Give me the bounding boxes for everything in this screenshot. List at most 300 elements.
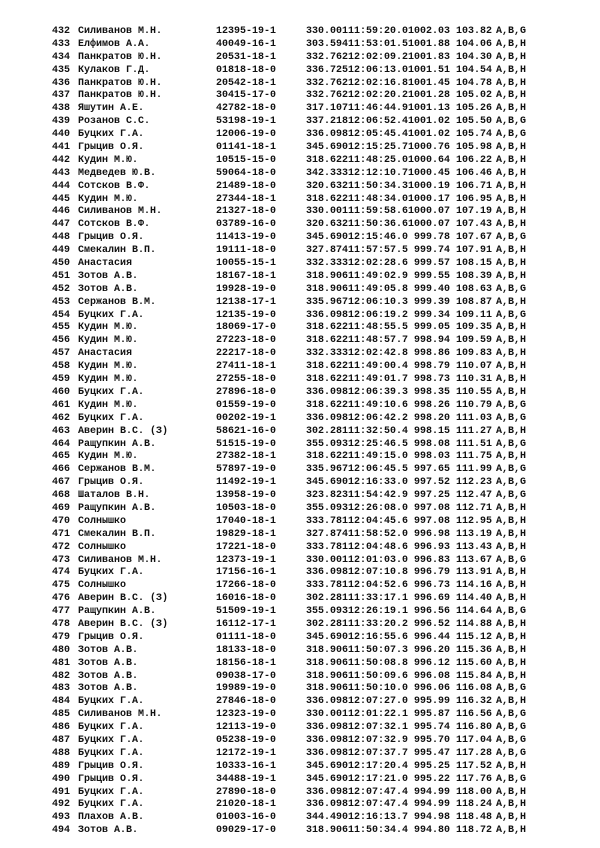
arrival-time: 12:16:33.0 xyxy=(348,477,409,489)
arrival-time: 12:17:21.0 xyxy=(348,773,409,785)
coefficient: 104.06 xyxy=(455,38,492,50)
speed: 997.65 xyxy=(413,464,450,476)
distance: 327.874 xyxy=(305,245,348,257)
arrival-time: 12:07:47.4 xyxy=(348,799,409,811)
category-codes: A,B,H xyxy=(496,335,527,347)
category-codes: A,B,H xyxy=(496,386,527,398)
ring-number: 12006-19-0 xyxy=(216,129,277,141)
distance: 318.622 xyxy=(305,399,348,411)
speed: 998.79 xyxy=(413,361,450,373)
table-row xyxy=(52,774,546,787)
row-number: 468 xyxy=(52,490,71,502)
arrival-time: 12:05:45.4 xyxy=(348,129,409,141)
category-codes: A,B,H xyxy=(496,206,527,218)
arrival-time: 12:04:52.6 xyxy=(348,580,409,592)
coefficient: 107.67 xyxy=(455,232,492,244)
participant-name: Сотсков В.Ф. xyxy=(78,180,151,192)
table-row xyxy=(52,271,546,284)
table-row xyxy=(52,65,546,78)
participant-name: Смекалин В.П. xyxy=(78,528,157,540)
participant-name: Плахов А.В. xyxy=(78,812,145,824)
coefficient: 112.23 xyxy=(455,477,492,489)
speed: 1000.19 xyxy=(408,180,451,192)
category-codes: A,B,G xyxy=(496,606,527,618)
distance: 327.874 xyxy=(305,528,348,540)
ring-number: 51509-19-1 xyxy=(216,606,277,618)
coefficient: 111.75 xyxy=(455,451,492,463)
distance: 330.001 xyxy=(305,206,348,218)
category-codes: A,B,H xyxy=(496,799,527,811)
participant-name: Ращупкин А.В. xyxy=(78,606,157,618)
row-number: 478 xyxy=(52,618,71,630)
row-number: 479 xyxy=(52,631,71,643)
ring-number: 05238-19-0 xyxy=(216,734,277,746)
ring-number: 12395-19-1 xyxy=(216,26,277,37)
distance: 336.098 xyxy=(305,747,348,759)
coefficient: 114.88 xyxy=(455,618,492,630)
row-number: 436 xyxy=(52,77,71,89)
ring-number: 53198-19-1 xyxy=(216,116,277,128)
participant-name: Кудин М.Ю. xyxy=(78,399,139,411)
category-codes: A,B,G xyxy=(496,438,527,450)
row-number: 493 xyxy=(52,812,71,824)
distance: 320.632 xyxy=(305,180,348,192)
coefficient: 115.84 xyxy=(455,670,492,682)
ring-number: 19829-18-1 xyxy=(216,528,277,540)
coefficient: 108.63 xyxy=(455,283,492,295)
arrival-time: 11:49:01.7 xyxy=(348,374,409,386)
coefficient: 117.04 xyxy=(455,734,492,746)
participant-name: Буцких Г.А. xyxy=(78,309,145,321)
ring-number: 57897-19-0 xyxy=(216,464,277,476)
speed: 999.74 xyxy=(413,245,450,257)
participant-name: Сержанов В.М. xyxy=(78,296,157,308)
participant-name: Смекалин В.П. xyxy=(78,245,157,257)
ring-number: 58621-16-0 xyxy=(216,425,277,437)
distance: 318.622 xyxy=(305,451,348,463)
arrival-time: 12:06:45.5 xyxy=(348,464,409,476)
category-codes: A,B,H xyxy=(496,528,527,540)
speed: 996.79 xyxy=(413,567,450,579)
arrival-time: 11:49:05.8 xyxy=(348,283,409,295)
arrival-time: 11:46:44.9 xyxy=(348,103,409,115)
coefficient: 113.43 xyxy=(455,541,492,553)
row-number: 444 xyxy=(52,180,71,192)
participant-name: Буцких Г.А. xyxy=(78,696,145,708)
speed: 996.12 xyxy=(413,657,450,669)
arrival-time: 12:01:22.1 xyxy=(348,709,409,721)
participant-name: Яшутин А.Е. xyxy=(78,103,145,115)
arrival-time: 12:02:09.2 xyxy=(348,51,409,63)
distance: 337.218 xyxy=(305,116,348,128)
participant-name: Грыцив О.Я. xyxy=(78,142,145,154)
coefficient: 117.52 xyxy=(455,760,492,772)
arrival-time: 12:06:19.2 xyxy=(348,309,409,321)
table-row xyxy=(52,748,546,761)
participant-name: Кудин М.Ю. xyxy=(78,193,139,205)
ring-number: 09038-17-0 xyxy=(216,670,277,682)
row-number: 483 xyxy=(52,683,71,695)
speed: 998.94 xyxy=(413,335,450,347)
coefficient: 107.19 xyxy=(455,206,492,218)
arrival-time: 11:57:57.5 xyxy=(348,245,409,257)
arrival-time: 11:48:57.7 xyxy=(348,335,409,347)
table-row xyxy=(52,593,546,606)
speed: 1001.02 xyxy=(408,116,451,128)
distance: 318.622 xyxy=(305,154,348,166)
distance: 336.098 xyxy=(305,722,348,734)
category-codes: A,B,G xyxy=(496,26,527,37)
participant-name: Буцких Г.А. xyxy=(78,747,145,759)
coefficient: 115.12 xyxy=(455,631,492,643)
speed: 997.25 xyxy=(413,490,450,502)
table-row xyxy=(52,181,546,194)
ring-number: 27411-18-1 xyxy=(216,361,277,373)
participant-name: Зотов А.В. xyxy=(78,825,139,837)
row-number: 470 xyxy=(52,515,71,527)
row-number: 494 xyxy=(52,825,71,837)
table-row xyxy=(52,245,546,258)
arrival-time: 12:07:47.4 xyxy=(348,786,409,798)
coefficient: 110.31 xyxy=(455,374,492,386)
arrival-time: 11:49:15.0 xyxy=(348,451,409,463)
distance: 323.823 xyxy=(305,490,348,502)
distance: 335.967 xyxy=(305,296,348,308)
participant-name: Кулаков Г.Д. xyxy=(78,64,151,76)
speed: 996.52 xyxy=(413,618,450,630)
ring-number: 18167-18-1 xyxy=(216,270,277,282)
row-number: 457 xyxy=(52,348,71,360)
row-number: 486 xyxy=(52,722,71,734)
distance: 332.762 xyxy=(305,51,348,63)
participant-name: Зотов А.В. xyxy=(78,644,139,656)
row-number: 434 xyxy=(52,51,71,63)
table-row xyxy=(52,735,546,748)
distance: 344.490 xyxy=(305,812,348,824)
arrival-time: 11:48:34.0 xyxy=(348,193,409,205)
participant-name: Медведев Ю.В. xyxy=(78,167,157,179)
table-row xyxy=(52,722,546,735)
participant-name: Солнышко xyxy=(78,541,127,553)
row-number: 463 xyxy=(52,425,71,437)
ring-number: 10055-15-1 xyxy=(216,258,277,270)
arrival-time: 12:06:10.3 xyxy=(348,296,409,308)
participant-name: Солнышко xyxy=(78,515,127,527)
table-row xyxy=(52,103,546,116)
ring-number: 22217-18-0 xyxy=(216,348,277,360)
distance: 318.906 xyxy=(305,657,348,669)
table-row xyxy=(52,387,546,400)
row-number: 432 xyxy=(52,26,71,37)
participant-name: Буцких Г.А. xyxy=(78,799,145,811)
table-row xyxy=(52,155,546,168)
row-number: 455 xyxy=(52,322,71,334)
category-codes: A,B,G xyxy=(496,464,527,476)
participant-name: Панкратов Ю.Н. xyxy=(78,90,163,102)
table-row xyxy=(52,490,546,503)
distance: 345.690 xyxy=(305,142,348,154)
speed: 999.34 xyxy=(413,309,450,321)
table-row xyxy=(52,632,546,645)
row-number: 447 xyxy=(52,219,71,231)
coefficient: 116.56 xyxy=(455,709,492,721)
participant-name: Кудин М.Ю. xyxy=(78,374,139,386)
table-row xyxy=(52,812,546,825)
row-number: 484 xyxy=(52,696,71,708)
participant-name: Сотсков В.Ф. xyxy=(78,219,151,231)
row-number: 461 xyxy=(52,399,71,411)
speed: 996.20 xyxy=(413,644,450,656)
ring-number: 19928-19-0 xyxy=(216,283,277,295)
ring-number: 27344-18-1 xyxy=(216,193,277,205)
arrival-time: 12:26:08.0 xyxy=(348,502,409,514)
row-number: 492 xyxy=(52,799,71,811)
row-number: 485 xyxy=(52,709,71,721)
arrival-time: 12:04:48.6 xyxy=(348,541,409,553)
table-row xyxy=(52,671,546,684)
distance: 336.098 xyxy=(305,412,348,424)
arrival-time: 12:12:10.7 xyxy=(348,167,409,179)
category-codes: A,B,H xyxy=(496,103,527,115)
category-codes: A,B,H xyxy=(496,760,527,772)
table-row xyxy=(52,619,546,632)
row-number: 458 xyxy=(52,361,71,373)
category-codes: A,B,G xyxy=(496,490,527,502)
coefficient: 109.11 xyxy=(455,309,492,321)
row-number: 460 xyxy=(52,386,71,398)
row-number: 472 xyxy=(52,541,71,553)
category-codes: A,B,H xyxy=(496,38,527,50)
speed: 995.47 xyxy=(413,747,450,759)
row-number: 491 xyxy=(52,786,71,798)
category-codes: A,B,H xyxy=(496,374,527,386)
category-codes: A,B,H xyxy=(496,541,527,553)
coefficient: 118.72 xyxy=(455,825,492,837)
row-number: 469 xyxy=(52,502,71,514)
arrival-time: 12:07:37.7 xyxy=(348,747,409,759)
arrival-time: 11:50:10.0 xyxy=(348,683,409,695)
speed: 1001.13 xyxy=(408,103,451,115)
arrival-time: 11:49:02.9 xyxy=(348,270,409,282)
distance: 332.762 xyxy=(305,90,348,102)
participant-name: Кудин М.Ю. xyxy=(78,322,139,334)
speed: 1001.51 xyxy=(408,64,451,76)
row-number: 454 xyxy=(52,309,71,321)
row-number: 435 xyxy=(52,64,71,76)
speed: 998.20 xyxy=(413,412,450,424)
distance: 318.906 xyxy=(305,283,348,295)
row-number: 456 xyxy=(52,335,71,347)
distance: 332.762 xyxy=(305,77,348,89)
distance: 345.690 xyxy=(305,773,348,785)
distance: 336.098 xyxy=(305,386,348,398)
coefficient: 108.15 xyxy=(455,258,492,270)
speed: 995.74 xyxy=(413,722,450,734)
distance: 336.098 xyxy=(305,786,348,798)
table-row xyxy=(52,129,546,142)
participant-name: Шаталов В.Н. xyxy=(78,490,151,502)
arrival-time: 11:59:20.0 xyxy=(348,26,409,37)
distance: 318.906 xyxy=(305,683,348,695)
category-codes: A,B,H xyxy=(496,567,527,579)
participant-name: Зотов А.В. xyxy=(78,283,139,295)
speed: 995.70 xyxy=(413,734,450,746)
ring-number: 40049-16-1 xyxy=(216,38,277,50)
table-row xyxy=(52,477,546,490)
table-row xyxy=(52,696,546,709)
arrival-time: 12:26:19.1 xyxy=(348,606,409,618)
category-codes: A,B,H xyxy=(496,180,527,192)
category-codes: A,B,H xyxy=(496,193,527,205)
arrival-time: 11:50:34.3 xyxy=(348,180,409,192)
category-codes: A,B,H xyxy=(496,258,527,270)
ring-number: 17040-18-1 xyxy=(216,515,277,527)
speed: 998.03 xyxy=(413,451,450,463)
table-row xyxy=(52,374,546,387)
arrival-time: 12:04:45.6 xyxy=(348,515,409,527)
ring-number: 18069-17-0 xyxy=(216,322,277,334)
ring-number: 03789-16-0 xyxy=(216,219,277,231)
participant-name: Силиванов М.Н. xyxy=(78,26,163,37)
arrival-time: 11:58:52.0 xyxy=(348,528,409,540)
table-row xyxy=(52,297,546,310)
category-codes: A,B,H xyxy=(496,631,527,643)
coefficient: 118.24 xyxy=(455,799,492,811)
ring-number: 16016-18-0 xyxy=(216,593,277,605)
distance: 355.093 xyxy=(305,502,348,514)
distance: 345.690 xyxy=(305,477,348,489)
table-row xyxy=(52,232,546,245)
coefficient: 114.40 xyxy=(455,593,492,605)
coefficient: 117.76 xyxy=(455,773,492,785)
category-codes: A,B,H xyxy=(496,51,527,63)
coefficient: 112.47 xyxy=(455,490,492,502)
coefficient: 104.78 xyxy=(455,77,492,89)
distance: 332.333 xyxy=(305,348,348,360)
table-row xyxy=(52,542,546,555)
coefficient: 112.71 xyxy=(455,502,492,514)
ring-number: 27896-18-0 xyxy=(216,386,277,398)
arrival-time: 11:50:36.6 xyxy=(348,219,409,231)
arrival-time: 12:07:10.8 xyxy=(348,567,409,579)
coefficient: 104.54 xyxy=(455,64,492,76)
arrival-time: 11:59:58.6 xyxy=(348,206,409,218)
distance: 336.098 xyxy=(305,309,348,321)
row-number: 440 xyxy=(52,129,71,141)
coefficient: 109.59 xyxy=(455,335,492,347)
arrival-time: 11:53:01.5 xyxy=(348,38,409,50)
ring-number: 21489-18-0 xyxy=(216,180,277,192)
category-codes: A,B,H xyxy=(496,580,527,592)
speed: 999.57 xyxy=(413,258,450,270)
table-row xyxy=(52,529,546,542)
speed: 998.73 xyxy=(413,374,450,386)
distance: 302.281 xyxy=(305,618,348,630)
category-codes: A,B,H xyxy=(496,245,527,257)
coefficient: 107.91 xyxy=(455,245,492,257)
coefficient: 109.35 xyxy=(455,322,492,334)
distance: 345.690 xyxy=(305,631,348,643)
distance: 303.594 xyxy=(305,38,348,50)
coefficient: 111.03 xyxy=(455,412,492,424)
table-row xyxy=(52,683,546,696)
ring-number: 34488-19-1 xyxy=(216,773,277,785)
row-number: 466 xyxy=(52,464,71,476)
arrival-time: 11:48:25.0 xyxy=(348,154,409,166)
speed: 995.87 xyxy=(413,709,450,721)
table-row xyxy=(52,142,546,155)
table-row xyxy=(52,516,546,529)
table-row xyxy=(52,194,546,207)
row-number: 475 xyxy=(52,580,71,592)
table-row xyxy=(52,335,546,348)
ring-number: 12138-17-1 xyxy=(216,296,277,308)
ring-number: 59064-18-0 xyxy=(216,167,277,179)
row-number: 471 xyxy=(52,528,71,540)
distance: 336.098 xyxy=(305,129,348,141)
arrival-time: 12:16:55.6 xyxy=(348,631,409,643)
participant-name: Панкратов Ю.Н. xyxy=(78,77,163,89)
participant-name: Сержанов В.М. xyxy=(78,464,157,476)
table-row xyxy=(52,825,546,838)
category-codes: A,B,H xyxy=(496,644,527,656)
participant-name: Солнышко xyxy=(78,580,127,592)
distance: 318.906 xyxy=(305,644,348,656)
arrival-time: 11:32:50.4 xyxy=(348,425,409,437)
distance: 318.622 xyxy=(305,335,348,347)
table-row xyxy=(52,645,546,658)
participant-name: Ращупкин А.В. xyxy=(78,438,157,450)
arrival-time: 12:02:28.6 xyxy=(348,258,409,270)
ring-number: 30415-17-0 xyxy=(216,90,277,102)
category-codes: A,B,H xyxy=(496,451,527,463)
speed: 997.52 xyxy=(413,477,450,489)
speed: 994.98 xyxy=(413,812,450,824)
participant-name: Аверин В.С. (З) xyxy=(78,618,169,630)
category-codes: A,B,H xyxy=(496,142,527,154)
category-codes: A,B,G xyxy=(496,399,527,411)
ring-number: 01003-16-0 xyxy=(216,812,277,824)
row-number: 490 xyxy=(52,773,71,785)
table-row xyxy=(52,426,546,439)
row-number: 465 xyxy=(52,451,71,463)
participant-name: Анастасия xyxy=(78,258,133,270)
ring-number: 10503-18-0 xyxy=(216,502,277,514)
distance: 336.098 xyxy=(305,696,348,708)
ring-number: 21327-18-0 xyxy=(216,206,277,218)
category-codes: A,B,G xyxy=(496,412,527,424)
row-number: 482 xyxy=(52,670,71,682)
coefficient: 116.32 xyxy=(455,696,492,708)
speed: 999.55 xyxy=(413,270,450,282)
table-row xyxy=(52,709,546,722)
arrival-time: 11:50:09.6 xyxy=(348,670,409,682)
ring-number: 01111-18-0 xyxy=(216,631,277,643)
category-codes: A,B,H xyxy=(496,618,527,630)
table-row xyxy=(52,39,546,52)
arrival-time: 11:50:07.3 xyxy=(348,644,409,656)
speed: 994.80 xyxy=(413,825,450,837)
ring-number: 10333-16-1 xyxy=(216,760,277,772)
distance: 318.906 xyxy=(305,670,348,682)
coefficient: 111.27 xyxy=(455,425,492,437)
ring-number: 27223-18-0 xyxy=(216,335,277,347)
speed: 1000.07 xyxy=(408,219,451,231)
category-codes: A,B,H xyxy=(496,812,527,824)
speed: 1001.45 xyxy=(408,77,451,89)
arrival-time: 11:50:34.4 xyxy=(348,825,409,837)
category-codes: A,B,H xyxy=(496,348,527,360)
